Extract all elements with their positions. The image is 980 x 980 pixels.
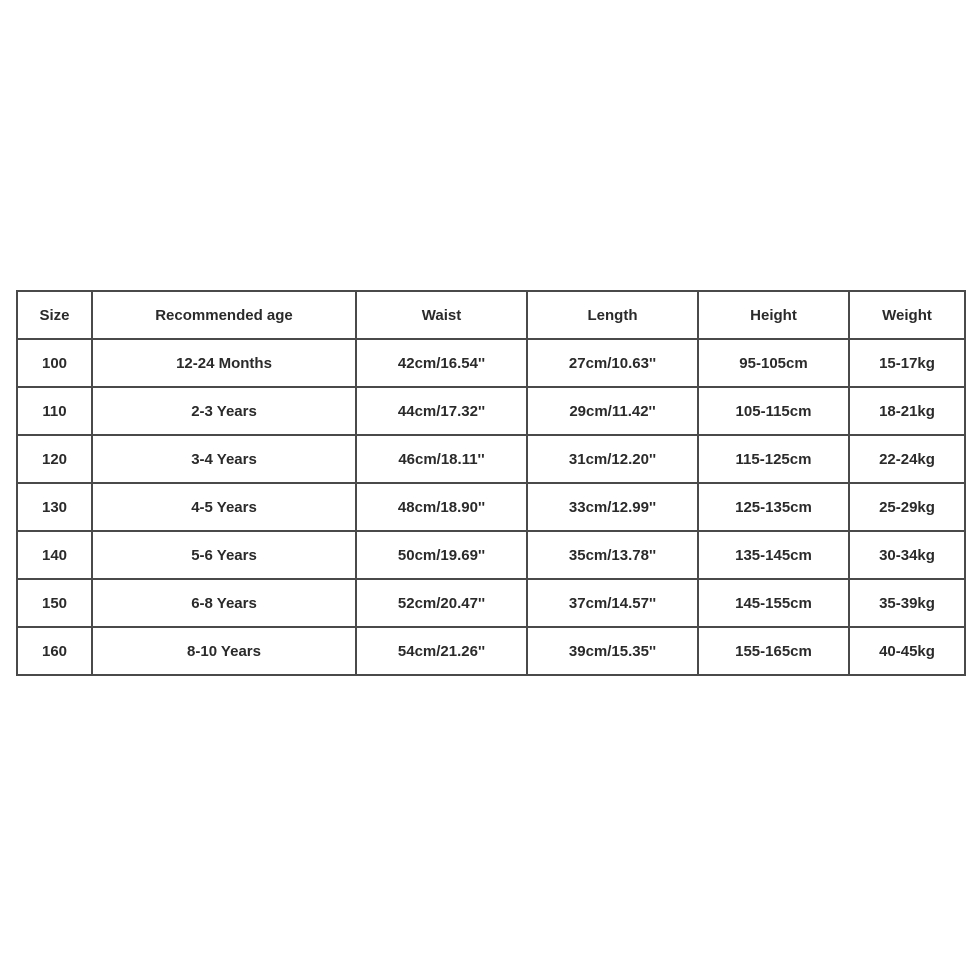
cell-height: 115-125cm (698, 435, 849, 483)
table-row (17, 531, 965, 579)
cell-weight: 40-45kg (849, 627, 965, 675)
cell-size: 160 (17, 627, 92, 675)
cell-height: 95-105cm (698, 339, 849, 387)
cell-weight: 18-21kg (849, 387, 965, 435)
cell-weight: 30-34kg (849, 531, 965, 579)
cell-recommended-age: 5-6 Years (92, 531, 356, 579)
cell-height: 155-165cm (698, 627, 849, 675)
cell-length: 29cm/11.42'' (527, 387, 698, 435)
cell-length: 37cm/14.57'' (527, 579, 698, 627)
size-chart-table (16, 290, 966, 676)
cell-weight: 35-39kg (849, 579, 965, 627)
cell-length: 39cm/15.35'' (527, 627, 698, 675)
table-row (17, 483, 965, 531)
header-weight: Weight (849, 291, 965, 339)
cell-weight: 22-24kg (849, 435, 965, 483)
cell-waist: 54cm/21.26'' (356, 627, 527, 675)
cell-length: 31cm/12.20'' (527, 435, 698, 483)
cell-waist: 52cm/20.47'' (356, 579, 527, 627)
cell-height: 145-155cm (698, 579, 849, 627)
table-header-row (17, 291, 965, 339)
cell-height: 135-145cm (698, 531, 849, 579)
header-waist: Waist (356, 291, 527, 339)
cell-waist: 42cm/16.54'' (356, 339, 527, 387)
cell-waist: 48cm/18.90'' (356, 483, 527, 531)
table-row (17, 387, 965, 435)
cell-recommended-age: 4-5 Years (92, 483, 356, 531)
cell-weight: 25-29kg (849, 483, 965, 531)
cell-size: 120 (17, 435, 92, 483)
header-height: Height (698, 291, 849, 339)
cell-length: 33cm/12.99'' (527, 483, 698, 531)
table-row (17, 579, 965, 627)
cell-waist: 46cm/18.11'' (356, 435, 527, 483)
cell-size: 150 (17, 579, 92, 627)
cell-recommended-age: 2-3 Years (92, 387, 356, 435)
cell-length: 35cm/13.78'' (527, 531, 698, 579)
header-recommended-age: Recommended age (92, 291, 356, 339)
cell-size: 130 (17, 483, 92, 531)
cell-waist: 50cm/19.69'' (356, 531, 527, 579)
cell-height: 105-115cm (698, 387, 849, 435)
cell-waist: 44cm/17.32'' (356, 387, 527, 435)
cell-size: 100 (17, 339, 92, 387)
table-row (17, 627, 965, 675)
table-row (17, 435, 965, 483)
header-length: Length (527, 291, 698, 339)
cell-recommended-age: 6-8 Years (92, 579, 356, 627)
cell-length: 27cm/10.63'' (527, 339, 698, 387)
cell-size: 110 (17, 387, 92, 435)
cell-recommended-age: 8-10 Years (92, 627, 356, 675)
header-size: Size (17, 291, 92, 339)
table-row (17, 339, 965, 387)
cell-size: 140 (17, 531, 92, 579)
cell-height: 125-135cm (698, 483, 849, 531)
cell-weight: 15-17kg (849, 339, 965, 387)
cell-recommended-age: 3-4 Years (92, 435, 356, 483)
cell-recommended-age: 12-24 Months (92, 339, 356, 387)
